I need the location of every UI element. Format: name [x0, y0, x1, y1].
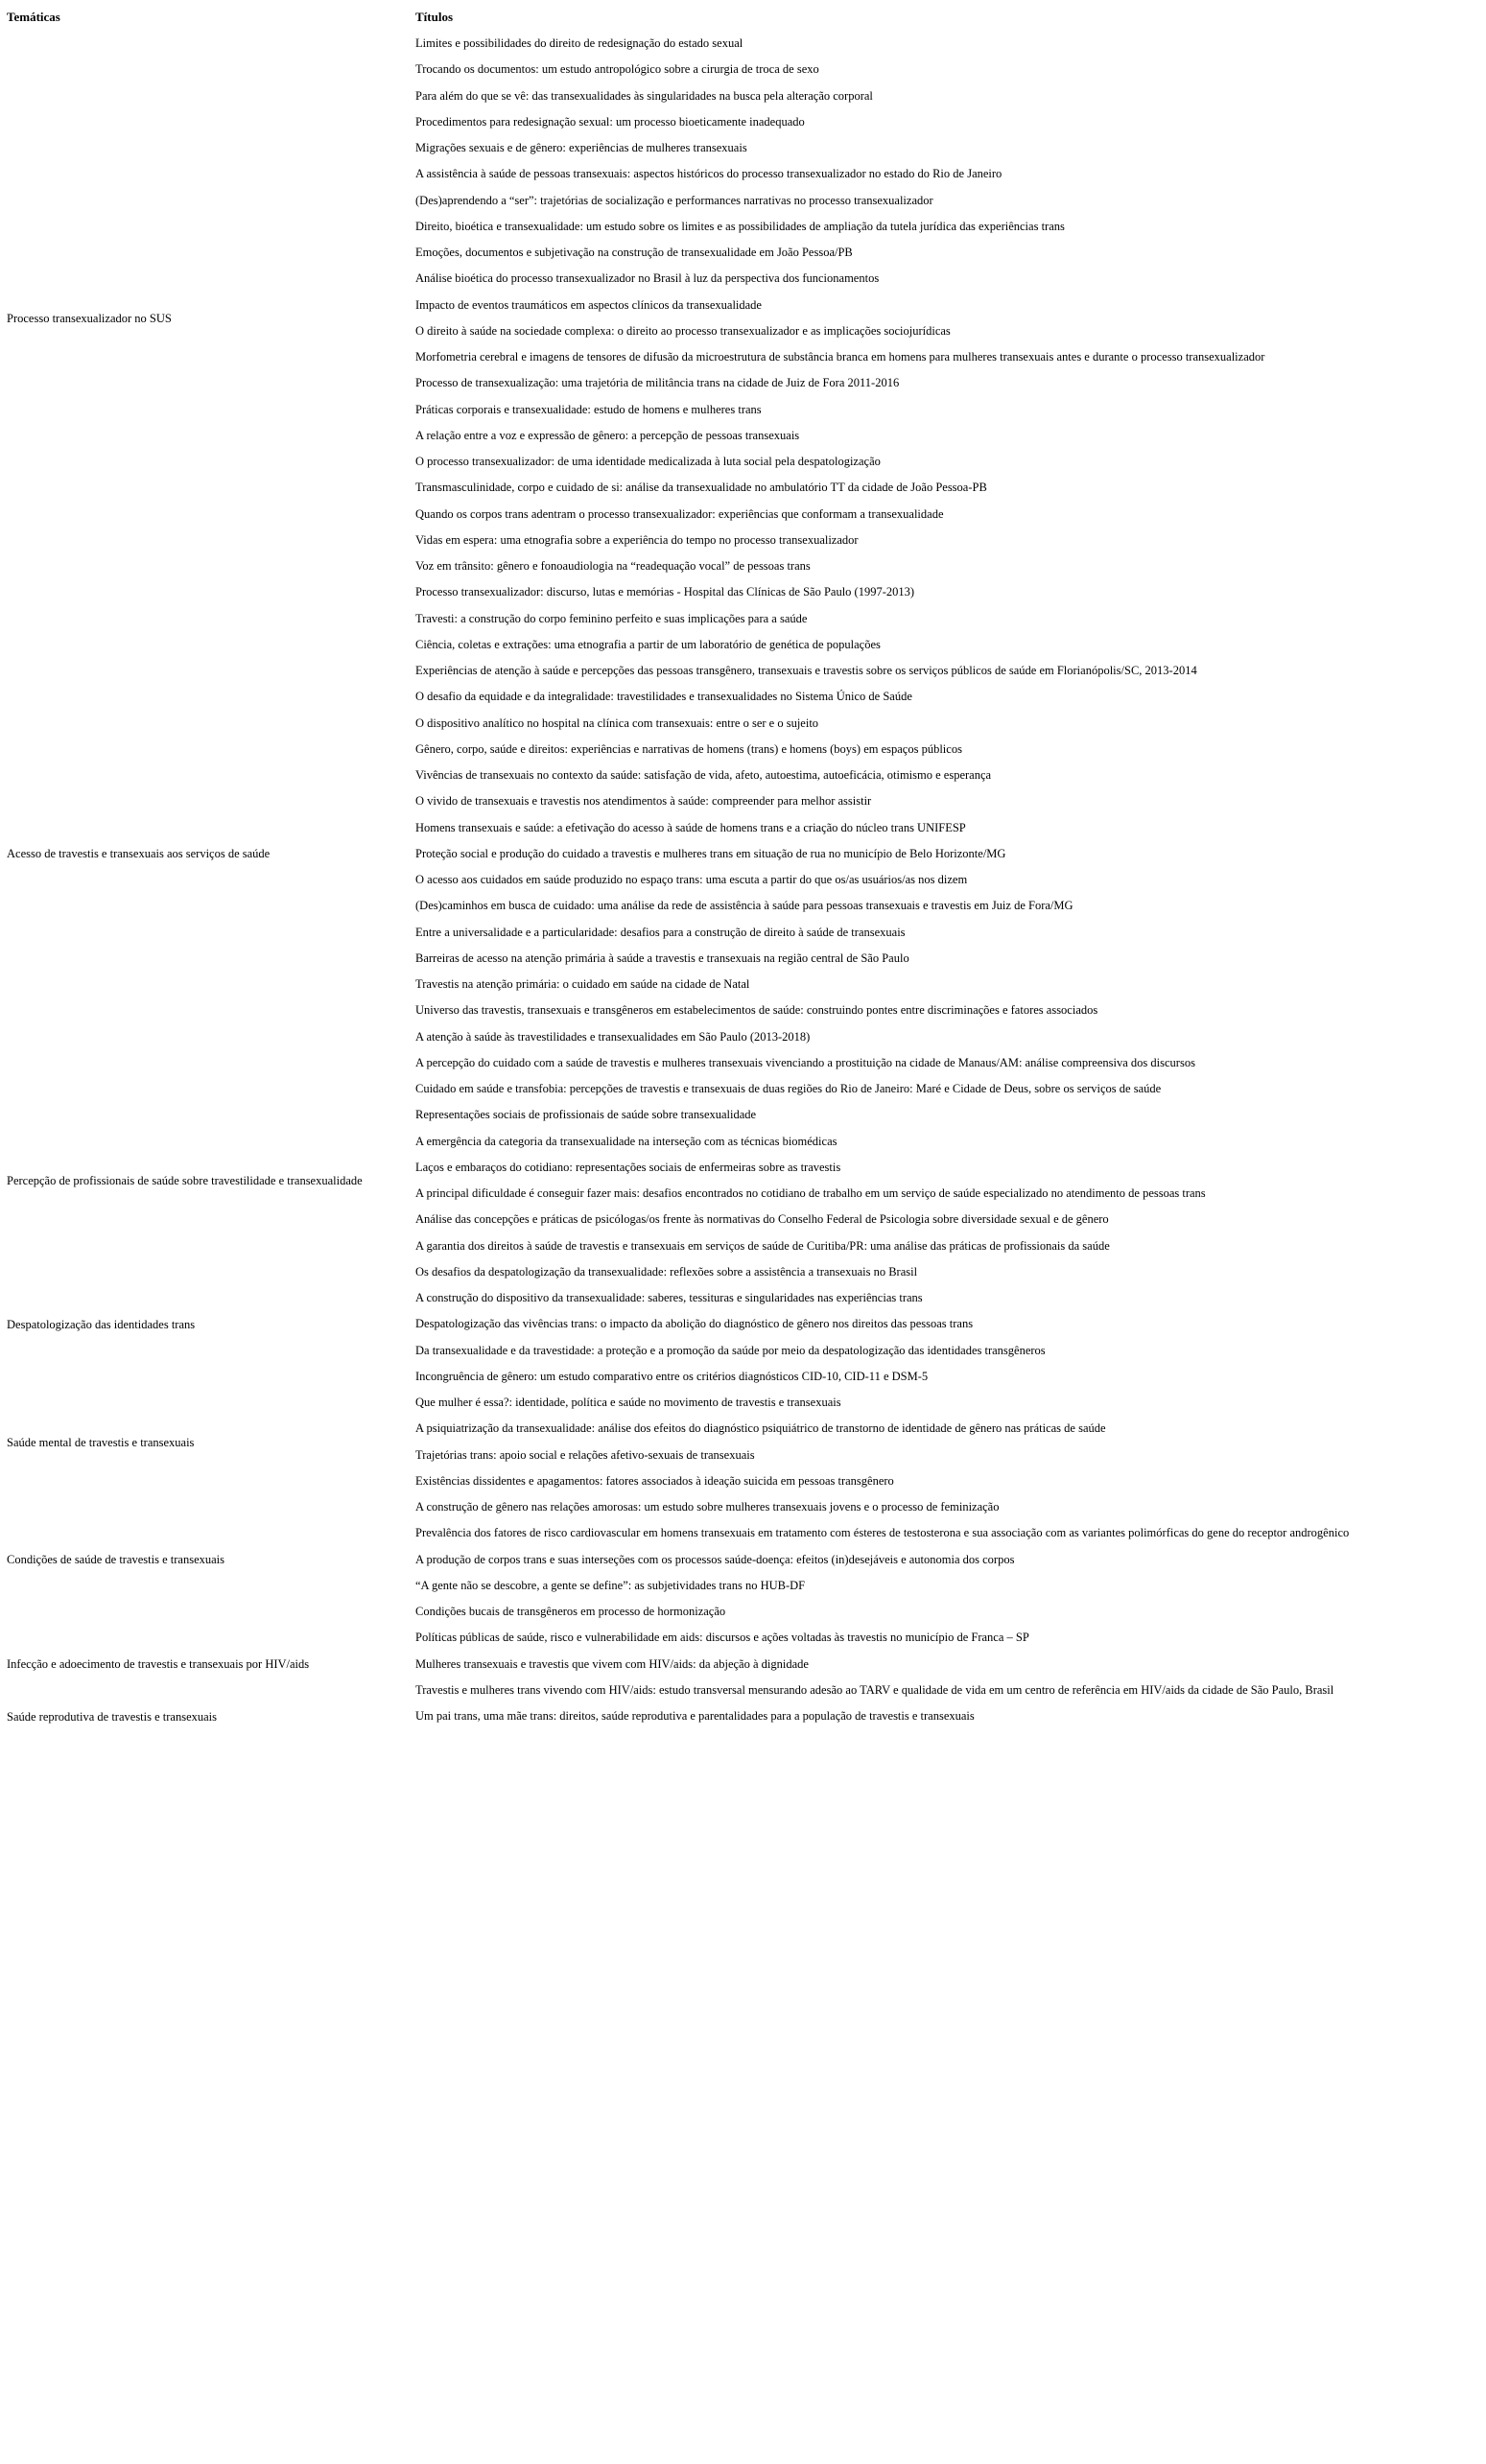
title-cell: A atenção à saúde às travestilidades e transexualidades em São Paulo (2013-2018): [415, 1029, 811, 1044]
tematica-cell: Saúde mental de travestis e transexuais: [7, 1435, 195, 1449]
title-cell: Impacto de eventos traumáticos em aspectos clínicos da transexualidade: [415, 297, 762, 312]
title-cell: Homens transexuais e saúde: a efetivação do acesso à saúde de homens trans e a criação do núcleo trans UNIFESP: [415, 820, 966, 834]
title-cell: Existências dissidentes e apagamentos: fatores associados à ideação suicida em pessoas transgênero: [415, 1473, 894, 1488]
title-cell: Limites e possibilidades do direito de redesignação do estado sexual: [415, 36, 743, 50]
title-cell: Transmasculinidade, corpo e cuidado de si: análise da transexualidade no ambulatório TT da cidade de João Pessoa-PB: [415, 481, 987, 495]
title-cell: A relação entre a voz e expressão de gênero: a percepção de pessoas transexuais: [415, 428, 800, 442]
title-cell: O desafio da equidade e da integralidade: travestilidades e transexualidades no Sistema Único de Saúde: [415, 690, 912, 704]
title-cell: (Des)caminhos em busca de cuidado: uma análise da rede de assistência à saúde para pessoas transexuais e travestis em Juiz de Fora/MG: [415, 899, 1073, 913]
title-cell: Direito, bioética e transexualidade: um estudo sobre os limites e as possibilidades de ampliação da tutela jurídica das experiências trans: [415, 219, 1065, 233]
title-cell: Procedimentos para redesignação sexual: um processo bioeticamente inadequado: [415, 114, 805, 129]
title-cell: O vivido de transexuais e travestis nos atendimentos à saúde: compreender para melhor assistir: [415, 794, 872, 809]
title-cell: Travestis e mulheres trans vivendo com HIV/aids: estudo transversal mensurando adesão ao TARV e qualidade de vida em um centro de referência em HIV/aids da cidade de São Paulo, Brasil: [415, 1682, 1334, 1697]
tematica-cell: Processo transexualizador no SUS: [7, 311, 172, 325]
title-cell: Experiências de atenção à saúde e percepções das pessoas transgênero, transexuais e travestis sobre os serviços públicos de saúde em Florianópolis/SC, 2013-2014: [415, 664, 1197, 677]
tematica-cell: Percepção de profissionais de saúde sobre travestilidade e transexualidade: [7, 1174, 363, 1187]
title-cell: Condições bucais de transgêneros em processo de hormonização: [415, 1605, 726, 1618]
title-cell: Análise das concepções e práticas de psicólogas/os frente às normativas do Conselho Federal de Psicologia sobre diversidade sexual e de gênero: [415, 1212, 1109, 1227]
title-cell: A principal dificuldade é conseguir fazer mais: desafios encontrados no cotidiano de trabalho em um serviço de saúde especializado no atendimento de pessoas trans: [415, 1186, 1206, 1200]
title-cell: Trocando os documentos: um estudo antropológico sobre a cirurgia de troca de sexo: [415, 62, 819, 77]
title-cell: Cuidado em saúde e transfobia: percepções de travestis e transexuais de duas regiões do Rio de Janeiro: Maré e Cidade de Deus, sobre os serviços de saúde: [415, 1082, 1162, 1095]
tematica-cell: Saúde reprodutiva de travestis e transexuais: [7, 1709, 218, 1724]
title-cell: Processo transexualizador: discurso, lutas e memórias - Hospital das Clínicas de São Paulo (1997-2013): [415, 585, 915, 599]
title-cell: Práticas corporais e transexualidade: estudo de homens e mulheres trans: [415, 402, 762, 416]
tematica-cell: Despatologização das identidades trans: [7, 1317, 196, 1331]
title-cell: Trajetórias trans: apoio social e relações afetivo-sexuais de transexuais: [415, 1447, 755, 1462]
title-cell: Quando os corpos trans adentram o processo transexualizador: experiências que conformam a transexualidade: [415, 506, 944, 521]
tematica-cell: Infecção e adoecimento de travestis e transexuais por HIV/aids: [7, 1657, 310, 1672]
title-cell: A assistência à saúde de pessoas transexuais: aspectos históricos do processo transexualizador no estado do Rio de Janeiro: [415, 167, 1002, 181]
title-cell: Entre a universalidade e a particularidade: desafios para a construção de direito à saúde de transexuais: [415, 925, 906, 939]
title-cell: O dispositivo analítico no hospital na clínica com transexuais: entre o ser e o sujeito: [415, 716, 819, 730]
title-cell: Os desafios da despatologização da transexualidade: reflexões sobre a assistência a transexuais no Brasil: [415, 1264, 918, 1279]
title-cell: Que mulher é essa?: identidade, política e saúde no movimento de travestis e transexuais: [415, 1396, 841, 1409]
title-cell: Despatologização das vivências trans: o impacto da abolição do diagnóstico de gênero nos direitos das pessoas trans: [415, 1317, 974, 1331]
title-cell: Análise bioética do processo transexualizador no Brasil à luz da perspectiva dos funcionamentos: [415, 271, 880, 286]
title-cell: Laços e embaraços do cotidiano: representações sociais de enfermeiras sobre as travestis: [415, 1160, 841, 1174]
title-cell: Travesti: a construção do corpo feminino perfeito e suas implicações para a saúde: [415, 611, 808, 625]
title-cell: Gênero, corpo, saúde e direitos: experiências e narrativas de homens (trans) e homens (boys) em espaços públicos: [415, 741, 962, 756]
title-cell: A garantia dos direitos à saúde de travestis e transexuais em serviços de saúde de Curitiba/PR: uma análise das práticas de profissionais da saúde: [415, 1238, 1110, 1253]
title-cell: Voz em trânsito: gênero e fonoaudiologia na “readequação vocal” de pessoas trans: [415, 559, 811, 573]
title-cell: Proteção social e produção do cuidado a travestis e mulheres trans em situação de rua no município de Belo Horizonte/MG: [415, 846, 1006, 860]
title-cell: A produção de corpos trans e suas interseções com os processos saúde-doença: efeitos (in)desejáveis e autonomia dos corpos: [415, 1552, 1015, 1566]
title-cell: Um pai trans, uma mãe trans: direitos, saúde reprodutiva e parentalidades para a população de travestis e transexuais: [415, 1709, 975, 1723]
title-cell: A construção de gênero nas relações amorosas: um estudo sobre mulheres transexuais jovens e o processo de feminização: [415, 1500, 1000, 1514]
title-cell: Travestis na atenção primária: o cuidado em saúde na cidade de Natal: [415, 977, 750, 991]
title-cell: Representações sociais de profissionais de saúde sobre transexualidade: [415, 1108, 757, 1122]
title-cell: A emergência da categoria da transexualidade na interseção com as técnicas biomédicas: [415, 1134, 837, 1148]
title-cell: A construção do dispositivo da transexualidade: saberes, tessituras e singularidades nas experiências trans: [415, 1291, 923, 1304]
title-cell: Vidas em espera: uma etnografia sobre a experiência do tempo no processo transexualizador: [415, 532, 859, 547]
title-cell: O direito à saúde na sociedade complexa: o direito ao processo transexualizador e as implicações sociojurídicas: [415, 323, 951, 338]
title-cell: Morfometria cerebral e imagens de tensores de difusão da microestrutura de substância branca em homens para mulheres transexuais antes e durante o processo transexualizador: [415, 350, 1265, 364]
title-cell: A psiquiatrização da transexualidade: análise dos efeitos do diagnóstico psiquiátrico de transtorno de identidade de gênero nas práticas de saúde: [415, 1421, 1106, 1436]
title-cell: Vivências de transexuais no contexto da saúde: satisfação de vida, afeto, autoestima, autoeficácia, otimismo e esperança: [415, 768, 992, 782]
tematica-cell: Acesso de travestis e transexuais aos serviços de saúde: [7, 847, 271, 861]
title-cell: Para além do que se vê: das transexualidades às singularidades na busca pela alteração corporal: [415, 88, 873, 103]
title-cell: (Des)aprendendo a “ser”: trajetórias de socialização e performances narrativas no processo transexualizador: [415, 193, 933, 207]
title-cell: Processo de transexualização: uma trajetória de militância trans na cidade de Juiz de Fora 2011-2016: [415, 376, 900, 390]
tematica-cell: Condições de saúde de travestis e transexuais: [7, 1553, 225, 1567]
title-cell: Prevalência dos fatores de risco cardiovascular em homens transexuais em tratamento com ésteres de testosterona e sua associação com as variantes polimórficas do gene do receptor androgênico: [415, 1526, 1350, 1540]
header-tematicas: Temáticas: [7, 10, 60, 24]
title-cell: Migrações sexuais e de gênero: experiências de mulheres transexuais: [415, 141, 747, 154]
title-cell: Mulheres transexuais e travestis que vivem com HIV/aids: da abjeção à dignidade: [415, 1656, 809, 1671]
title-cell: Da transexualidade e da travestidade: a proteção e a promoção da saúde por meio da despatologização das identidades transgêneros: [415, 1343, 1046, 1357]
title-cell: Políticas públicas de saúde, risco e vulnerabilidade em aids: discursos e ações voltadas às travestis no município de Franca – SP: [415, 1631, 1029, 1645]
title-cell: Universo das travestis, transexuais e transgêneros em estabelecimentos de saúde: construindo pontes entre discriminações e fatores associados: [415, 1003, 1098, 1018]
header-titulos: Títulos: [415, 10, 454, 24]
title-cell: Emoções, documentos e subjetivação na construção de transexualidade em João Pessoa/PB: [415, 246, 853, 259]
title-cell: O acesso aos cuidados em saúde produzido no espaço trans: uma escuta a partir do que os/as usuários/as nos dizem: [415, 873, 968, 886]
title-cell: “A gente não se descobre, a gente se define”: as subjetividades trans no HUB-DF: [415, 1578, 806, 1592]
title-cell: Incongruência de gênero: um estudo comparativo entre os critérios diagnósticos CID-10, CID-11 e DSM-5: [415, 1369, 929, 1383]
title-cell: O processo transexualizador: de uma identidade medicalizada à luta social pela despatologização: [415, 455, 881, 468]
title-cell: A percepção do cuidado com a saúde de travestis e mulheres transexuais vivenciando a prostituição na cidade de Manaus/AM: análise compreensiva dos discursos: [415, 1055, 1195, 1069]
title-cell: Ciência, coletas e extrações: uma etnografia a partir de um laboratório de genética de populações: [415, 637, 881, 651]
title-cell: Barreiras de acesso na atenção primária à saúde a travestis e transexuais na região central de São Paulo: [415, 950, 909, 965]
